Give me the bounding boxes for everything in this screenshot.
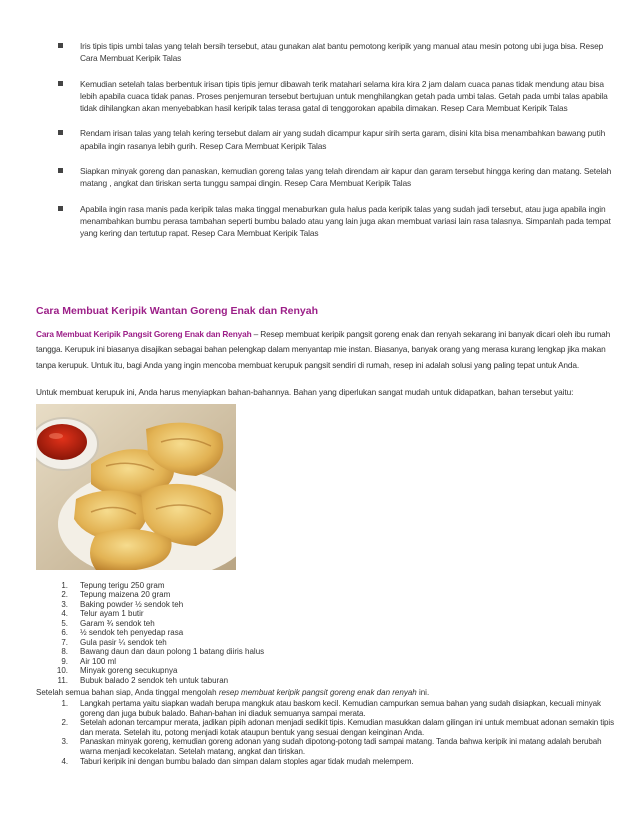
bullet-square-icon — [58, 130, 63, 135]
list-item: 1. Tepung terigu 250 gram — [61, 581, 165, 590]
list-item: 6. ½ sendok teh penyedap rasa — [61, 628, 184, 638]
list-item: 11. Bubuk balado 2 sendok teh untuk taburan — [57, 675, 229, 685]
list-item: 2. Tepung maizena 20 gram — [61, 590, 171, 600]
list-item: 3. Baking powder ½ sendok teh — [61, 599, 184, 609]
list-item: Iris tipis tipis umbi talas yang telah bersih tersebut, atau gunakan alat bantu pemotong keripik yang manual atau mesin potong ubi juga bisa. Resep Cara Membuat Keripik Talas — [56, 40, 616, 65]
list-item: 3. Panaskan minyak goreng, kemudian goreng adonan yang sudah dipotong-potong tadi sampai matang. Tanda bahwa keripik ini matang adalah berubah warna menjadi kecokelatan. Setelah matang, angkat dan tiriskan. — [61, 737, 602, 756]
bullet-square-icon — [58, 43, 63, 48]
intro-text: – Resep membuat keripik pangsit goreng enak dan renyah sekarang ini banyak dicari oleh ibu rumah tangga. Kerupuk ini biasanya disajikan sebagai bahan pelengkap dalam menyantap mie instan. Biasanya, banyak orang yang merasa kurang lengkap jika makan tanpa kerupuk. Untuk itu, bagi Anda yang ingin mencoba membuat kerupuk pangsit sendiri di rumah, resep ini adalah solusi yang paling tepat untuk Anda. — [36, 329, 611, 370]
bullet-square-icon — [58, 206, 63, 211]
section-title: Cara Membuat Keripik Wantan Goreng Enak dan Renyah — [36, 305, 319, 317]
bullet-square-icon — [58, 81, 63, 86]
ingredients-intro: Untuk membuat kerupuk ini, Anda harus menyiapkan bahan-bahannya. Bahan yang diperlukan sangat mudah untuk didapatkan, bahan tersebut yaitu: — [36, 387, 574, 397]
steps-intro: Setelah semua bahan siap, Anda tinggal mengolah resep membuat keripik pangsit goreng enak dan renyah ini. — [36, 688, 430, 697]
list-item: 7. Gula pasir ¼ sendok teh — [61, 637, 167, 647]
steps-list — [36, 699, 622, 766]
fried-wonton-illustration — [36, 404, 236, 570]
bullet-square-icon — [58, 168, 63, 173]
list-item: Siapkan minyak goreng dan panaskan, kemudian goreng talas yang telah direndam air kapur dan garam tersebut hingga kering dan matang. Setelah matang , angkat dan tiriskan serta tunggu sampai dingin. Resep Cara Membuat Keripik Talas — [56, 165, 616, 190]
list-item: 1. Langkah pertama yaitu siapkan wadah berupa mangkuk atau baskom kecil. Kemudian campurkan semua bahan yang sudah disiapkan, kecuali minyak goreng dan juga bubuk balado. Bahan-bahan ini diaduk semuanya sampai merata. — [61, 699, 601, 718]
ingredient-list — [36, 581, 336, 685]
list-item: 9. Air 100 ml — [61, 656, 117, 666]
list-item: Kemudian setelah talas berbentuk irisan tipis tipis jemur dibawah terik matahari selama kira kira 2 jam dalam cuaca panas tidak mendung atau bisa lebih apabila cuaca tidak panas. Proses penjemuran tersebut bertujuan untuk menghilangkan getah pada umbi talas. Getah pada umbi talas apabila tidak dihilangkan akan menyebabkan hasil keripik talas terasa gatal di tenggorokan apabila dimakan. Resep Cara Membuat Keripik Talas — [56, 78, 616, 115]
list-item: Rendam irisan talas yang telah kering tersebut dalam air yang sudah dicampur kapur sirih serta garam, disini kita bisa menambahkan bawang putih apabila ingin rasanya lebih gurih. Resep Cara Membuat Keripik Talas — [56, 127, 616, 152]
intro-lead-link[interactable]: Cara Membuat Keripik Pangsit Goreng Enak dan Renyah — [36, 329, 252, 339]
fried-wonton-photo — [36, 404, 236, 570]
instruction-bullet-list — [56, 40, 616, 253]
list-item: 4. Taburi keripik ini dengan bumbu balado dan simpan dalam stoples agar tidak mudah melempem. — [61, 756, 414, 766]
list-item: 4. Telur ayam 1 butir — [61, 609, 144, 619]
list-item: 5. Garam ¾ sendok teh — [61, 618, 155, 628]
list-item: 8. Bawang daun dan daun polong 1 batang diiris halus — [61, 647, 265, 657]
intro-paragraph — [36, 327, 622, 373]
list-item: 10. Minyak goreng secukupnya — [56, 666, 178, 676]
list-item: Apabila ingin rasa manis pada keripik talas maka tinggal menaburkan gula halus pada keripik talas yang sudah jadi tersebut, atau juga apabila ingin menambahkan bumbu perasa tambahan seperti bumbu balado atau yang lain juga akan membuat variasi lain rasa talasnya. Simpanlah pada tempat yang kering dan tertutup rapat. Resep Cara Membuat Keripik Talas — [56, 203, 616, 240]
list-item: 2. Setelah adonan tercampur merata, jadikan pipih adonan menjadi sedikit tipis. Kemudian masukkan dalam gilingan ini untuk membuat adonan semakin tipis dan merata. Setelah itu, potong menjadi kotak ataupun bentuk yang sesuai dengan keinginan Anda. — [61, 718, 614, 737]
